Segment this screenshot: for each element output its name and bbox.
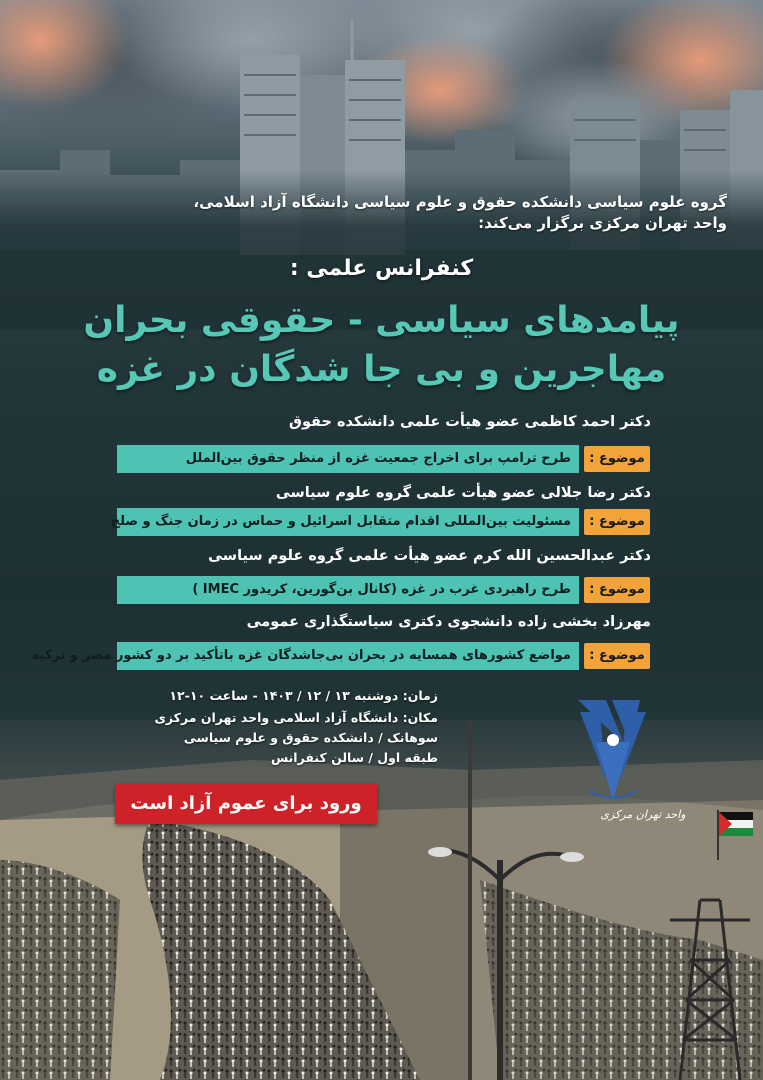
topic-2: مسئولیت بین‌المللی اقدام متقابل اسرائیل و حماس در زمان جنگ و صلح: [117, 508, 579, 536]
topic-1: طرح ترامپ برای اخراج جمعیت غزه از منظر حقوق بین‌الملل: [117, 445, 579, 473]
free-entry-banner: ورود برای عموم آزاد است: [115, 784, 377, 824]
speaker-3: دکتر عبدالحسین الله کرم عضو هیأت علمی گروه علوم سیاسی: [208, 548, 651, 564]
topic-badge-4: موضوع :: [584, 643, 650, 669]
event-place-line-1: مکان: دانشگاه آزاد اسلامی واحد تهران مرکزی: [154, 710, 438, 725]
organizer-line-2: واحد تهران مرکزی برگزار می‌کند:: [478, 214, 727, 232]
topic-4: مواضع کشورهای همسایه در بحران بی‌جاشدگان غزه باتأکید بر دو کشور مصر و ترکیه: [117, 642, 579, 670]
conference-title-line-1: پیامدهای سیاسی - حقوقی بحران: [83, 300, 680, 341]
speaker-2: دکتر رضا جلالی عضو هیأت علمی گروه علوم سیاسی: [275, 485, 651, 501]
topic-row-3: [117, 576, 650, 604]
speaker-4: مهرزاد بخشی زاده دانشجوی دکتری سیاستگذاری عمومی: [246, 614, 651, 630]
topic-row-1: [117, 445, 650, 473]
topic-3: طرح راهبردی غرب در غزه (کانال بن‌گورین، کریدور IMEC ): [117, 576, 579, 604]
topic-badge-2: موضوع :: [584, 509, 650, 535]
event-place-line-2: سوهانک / دانشکده حقوق و علوم سیاسی: [183, 730, 438, 745]
topic-badge-1: موضوع :: [584, 446, 650, 472]
event-place-line-3: طبقه اول / سالن کنفرانس: [270, 750, 438, 765]
speaker-1: دکتر احمد کاظمی عضو هیأت علمی دانشکده حقوق: [289, 414, 651, 430]
topic-row-4: [31, 642, 650, 670]
topic-row-2: [110, 508, 650, 536]
university-branch-name: واحد تهران مرکزی: [600, 808, 686, 821]
organizer-text: [27, 192, 727, 234]
topic-badge-3: موضوع :: [584, 577, 650, 603]
organizer-line-1: گروه علوم سیاسی دانشکده حقوق و علوم سیاسی دانشگاه آزاد اسلامی،: [193, 193, 727, 211]
event-time: زمان: دوشنبه ۱۳ / ۱۲ / ۱۴۰۳ - ساعت ۱۰-۱۲: [169, 688, 438, 703]
conference-label: کنفرانس علمی :: [289, 256, 474, 281]
conference-title-line-2: مهاجرین و بی جا شدگان در غزه: [96, 349, 667, 390]
